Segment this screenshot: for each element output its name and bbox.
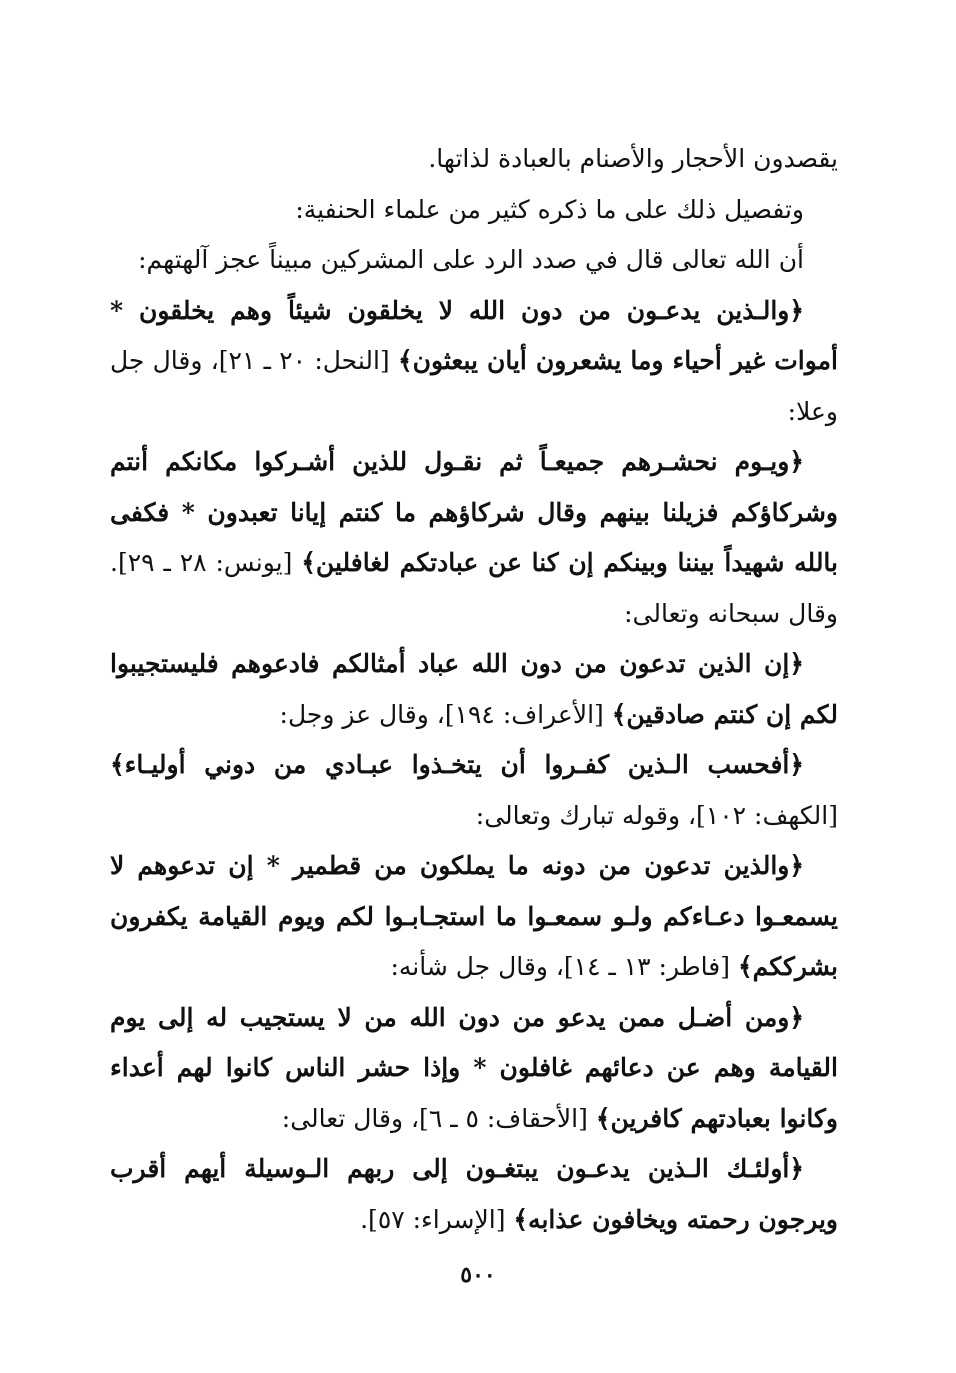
quran-verse: ﴿والـذين يدعـون من دون الله لا يخلقون شيئاً وهم يخلقون * أموات غير أحياء وما يشعرون أيان يبعثون﴾ (110, 295, 838, 375)
prose-text: يقصدون الأحجار والأصنام بالعبادة لذاتها. (428, 144, 838, 173)
paragraph (110, 437, 838, 639)
paragraph (110, 235, 838, 286)
paragraph (110, 1144, 838, 1245)
prose-text: [يونس: ٢٨ ـ ٢٩]. وقال سبحانه وتعالى: (110, 548, 838, 628)
prose-text: أن الله تعالى قال في صدد الرد على المشركين مبيناً عجز آلهتهم: (138, 245, 804, 274)
paragraph (110, 185, 838, 236)
prose-text: [الأحقاف: ٥ ـ ٦]، وقال تعالى: (281, 1103, 596, 1133)
quran-verse: ﴿والذين تدعون من دونه ما يملكون من قطمير * إن تدعوهم لا يسمعـوا دعـاءكم ولـو سمعـوا ما استجـابـوا لكم ويوم القيامة يكفرون بشرككم﴾ (110, 851, 838, 981)
quran-verse: ﴿أولئـك الـذين يدعـون يبتغـون إلى ربهم الـوسيلة أيهم أقرب ويرجون رحمته ويخافون عذابه﴾ (110, 1154, 838, 1234)
quran-verse: ﴿أفحسب الـذين كفـروا أن يتخـذوا عبـادي من دوني أوليـاء﴾ (110, 750, 804, 779)
prose-text: [الإسراء: ٥٧]. (360, 1204, 514, 1234)
quran-verse: ﴿ومن أضـل ممن يدعو من دون الله من لا يستجيب له إلى يوم القيامة وهم عن دعائهم غافلون * وإذا حشر الناس كانوا لهم أعداء وكانوا بعبادتهم كافرين﴾ (110, 1002, 838, 1133)
paragraph (110, 740, 838, 841)
page-body-text (110, 134, 838, 1245)
paragraph (110, 993, 838, 1145)
paragraph (110, 841, 838, 993)
quran-verse: ﴿إن الذين تدعون من دون الله عباد أمثالكم فادعوهم فليستجيبوا لكم إن كنتم صادقين﴾ (110, 649, 838, 729)
prose-text: وتفصيل ذلك على ما ذكره كثير من علماء الحنفية: (295, 194, 804, 224)
paragraph (110, 286, 838, 438)
paragraph (110, 134, 838, 185)
prose-text: [فاطر: ١٣ ـ ١٤]، وقال جل شأنه: (390, 952, 738, 981)
prose-text: [الكهف: ١٠٢]، وقوله تبارك وتعالى: (475, 800, 838, 830)
quran-verse: ﴿ويـوم نحشـرهم جميعـاً ثم نقـول للذين أشـركوا مكانكم أنتم وشركاؤكم فزيلنا بينهم وقال شركاؤهم ما كنتم إيانا تعبدون * فكفى بالله شهيداً بيننا وبينكم إن كنا عن عبادتكم لغافلين﴾ (110, 447, 839, 577)
prose-text: [الأعراف: ١٩٤]، وقال عز وجل: (279, 699, 612, 729)
page-number: ٥٠٠ (460, 1262, 496, 1288)
paragraph (110, 639, 838, 740)
prose-text: [النحل: ٢٠ ـ ٢١]، وقال جل وعلا: (110, 346, 838, 426)
